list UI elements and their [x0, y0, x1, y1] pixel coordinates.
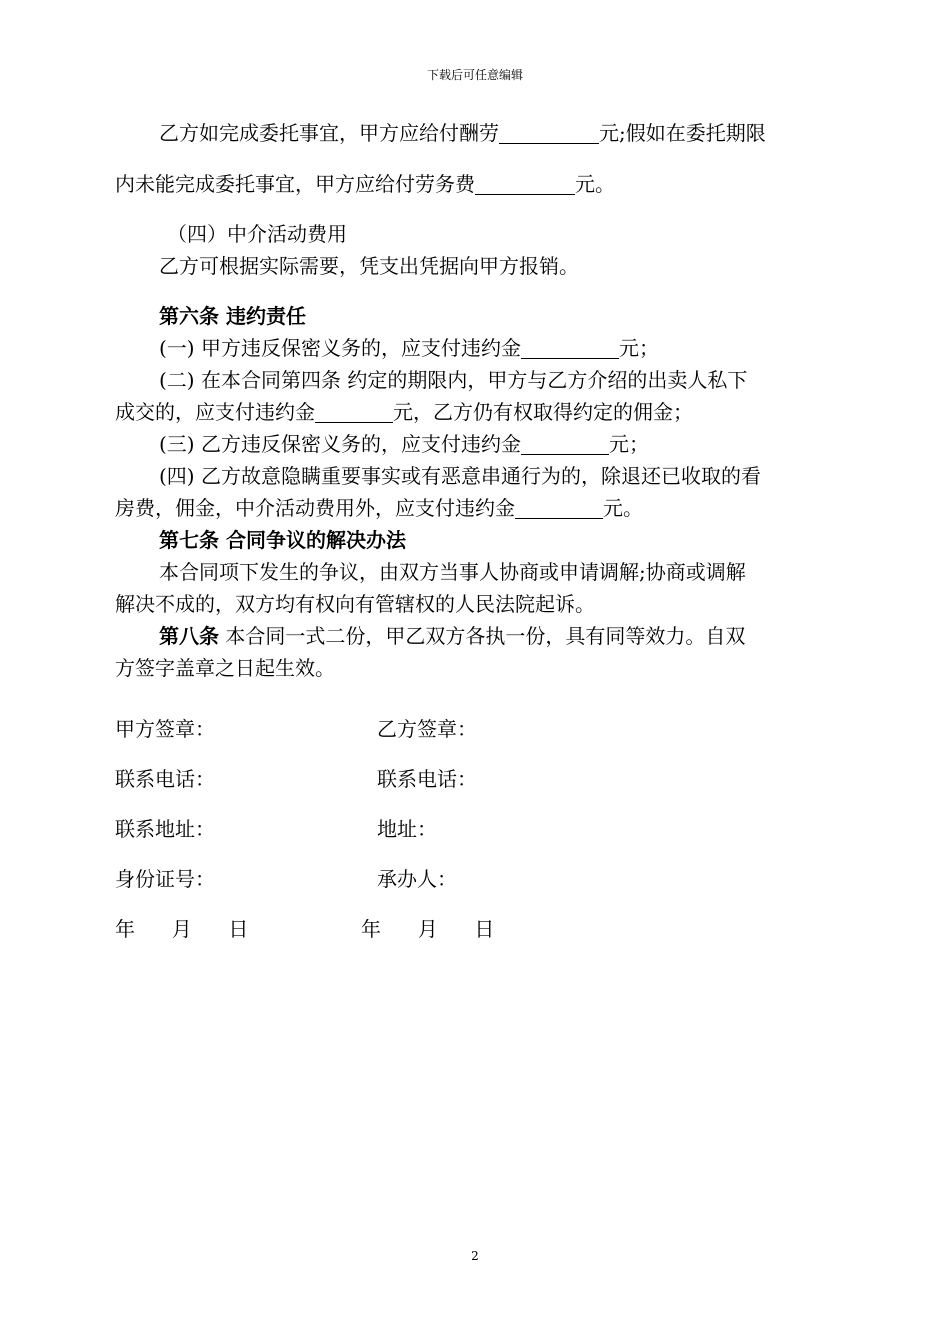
- party-a-date-label: 年 月 日: [115, 917, 249, 941]
- document-body: [115, 106, 837, 954]
- article-eight-body: 本合同一式二份，甲乙双方各执一份，具有同等效力。自双: [219, 624, 746, 648]
- party-b-date-label: 年 月 日: [361, 917, 495, 941]
- party-b-address-label: 地址：: [377, 817, 437, 841]
- commission-paragraph-line2: [115, 160, 837, 208]
- item-4-penalty-blank[interactable]: [515, 496, 603, 519]
- labor-fee-tail: 元。: [575, 172, 615, 196]
- article-six-title: 第六条 违约责任: [159, 304, 306, 328]
- phone-row: [115, 754, 837, 804]
- article-seven-title: 第七条 合同争议的解决办法: [159, 528, 406, 552]
- signature-row: [115, 704, 837, 754]
- address-row: [115, 804, 837, 854]
- article-six-item-4: (四) 乙方故意隐瞒重要事实或有恶意串通行为的，除退还已收取的看: [159, 464, 761, 488]
- article-seven-body-line1: 本合同项下发生的争议，由双方当事人协商或申请调解;协商或调解: [159, 560, 746, 584]
- item-1-tail: 元；: [618, 336, 659, 360]
- party-b-signature-label: 乙方签章：: [377, 717, 477, 741]
- commission-paragraph-line1: [115, 106, 837, 160]
- reimbursement-paragraph: 乙方可根据实际需要，凭支出凭据向甲方报销。: [159, 254, 579, 278]
- article-eight-title: 第八条: [159, 624, 219, 648]
- labor-fee-text: 内未能完成委托事宜，甲方应给付劳务费: [115, 172, 475, 196]
- article-six-item-2-cont: [115, 396, 837, 428]
- party-b-handler-label: 承办人：: [377, 867, 457, 891]
- page-header: 下载后可任意编辑: [426, 68, 523, 82]
- item-2-text: 成交的，应支付违约金: [115, 400, 315, 424]
- section-four-heading: （四）中介活动费用: [167, 222, 347, 246]
- item-4-text: 房费，佣金，中介活动费用外，应支付违约金: [115, 496, 515, 520]
- party-a-address-label: 联系地址：: [115, 817, 215, 841]
- labor-fee-blank[interactable]: [475, 172, 575, 195]
- item-1-penalty-blank[interactable]: [521, 336, 619, 359]
- item-3-tail: 元；: [608, 432, 649, 456]
- item-2-penalty-blank[interactable]: [315, 400, 393, 423]
- commission-text-tail: 元;假如在委托期限: [599, 121, 766, 145]
- article-eight-line2: 方签字盖章之日起生效。: [115, 656, 335, 680]
- article-seven-body-line2: 解决不成的，双方均有权向有管辖权的人民法院起诉。: [115, 592, 595, 616]
- item-1-text: (一) 甲方违反保密义务的，应支付违约金: [159, 336, 521, 360]
- signature-block: [115, 704, 837, 954]
- id-row: [115, 854, 837, 904]
- item-2-tail: 元，乙方仍有权取得约定的佣金；: [393, 400, 693, 424]
- article-six-item-2: (二) 在本合同第四条 约定的期限内，甲方与乙方介绍的出卖人私下: [159, 368, 748, 392]
- commission-fee-blank[interactable]: [499, 121, 599, 144]
- item-3-penalty-blank[interactable]: [521, 432, 609, 455]
- article-eight-line1: [115, 620, 837, 652]
- article-six-item-4-cont: [115, 492, 837, 524]
- party-b-phone-label: 联系电话：: [377, 767, 477, 791]
- party-a-phone-label: 联系电话：: [115, 767, 215, 791]
- date-row: [115, 904, 837, 954]
- item-4-tail: 元。: [603, 496, 643, 520]
- item-3-text: (三) 乙方违反保密义务的，应支付违约金: [159, 432, 521, 456]
- party-a-id-label: 身份证号：: [115, 867, 215, 891]
- commission-text: 乙方如完成委托事宜，甲方应给付酬劳: [159, 121, 499, 145]
- party-a-signature-label: 甲方签章：: [115, 717, 215, 741]
- article-six-item-1: [115, 332, 837, 364]
- page-number: 2: [471, 1249, 479, 1263]
- article-six-item-3: [115, 428, 837, 460]
